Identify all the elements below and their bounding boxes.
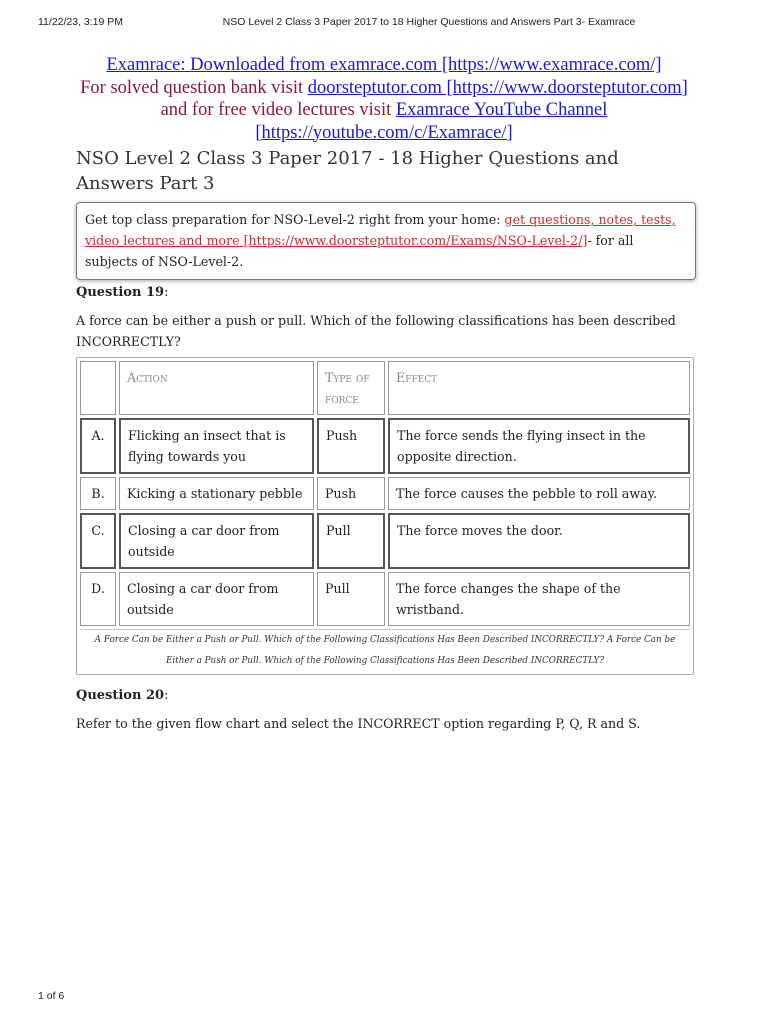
row-letter: B. [80,477,116,510]
row-effect: The force moves the door. [388,513,690,569]
banner-line2-prefix: For solved question bank visit [80,77,308,98]
page-indicator: 1 of 6 [38,990,65,1002]
table-row [80,513,690,569]
row-action: Closing a car door from outside [119,513,314,569]
promo-suffix: - for all subjects of NSO-Level-2. [85,233,634,269]
doorsteptutor-link[interactable]: doorsteptutor.com [https://www.doorsteptutor.com] [307,77,688,98]
header-type-of-force: Type of force [317,361,385,415]
header-action: Action [119,361,314,415]
header-effect: Effect [388,361,690,415]
banner-line3-prefix: and for free video lectures visit [160,100,396,120]
print-doc-title: NSO Level 2 Class 3 Paper 2017 to 18 Higher Questions and Answers Part 3- Examrace [222,16,636,28]
question-20-colon: : [164,688,169,703]
question-20-text: Refer to the given flow chart and select the INCORRECT option regarding P, Q, R and S. [76,716,641,731]
row-type: Push [317,477,385,510]
promo-prefix: Get top class preparation for NSO-Level-2 right from your home: [85,212,505,227]
question-20-label-text: Question 20 [76,688,165,703]
row-letter: A. [80,418,116,474]
row-effect: The force sends the flying insect in the opposite direction. [388,418,690,474]
table-row [80,418,690,474]
row-type: Push [317,418,385,474]
row-letter: D. [80,572,116,626]
question-19-label-text: Question 19 [76,285,165,300]
row-type: Pull [317,513,385,569]
table-row [80,572,690,626]
promo-link[interactable]: get questions, notes, tests, video lectures and more [https://www.doorsteptutor.com/Exams/NSO-Level-2/] [85,212,676,248]
row-letter: C. [80,513,116,569]
question-19-text: A force can be either a push or pull. Which of the following classifications has been described INCORRECTLY? [76,313,676,349]
table-row [80,477,690,510]
row-action: Closing a car door from outside [119,572,314,626]
examrace-download-link[interactable]: Examrace: Downloaded from examrace.com [https://www.examrace.com/] [106,55,662,75]
promo-box [76,202,696,280]
header-blank [80,361,116,415]
row-effect: The force causes the pebble to roll away. [388,477,690,510]
youtube-channel-link[interactable]: Examrace YouTube Channel [395,100,608,120]
examrace-banner [60,54,708,144]
table-caption: A Force Can be Either a Push or Pull. Which of the Following Classifications Has Been Described INCORRECTLY? A Force Can be Either a Push or Pull. Which of the Following Classifications Has Been Described INCORRECTLY? [80,629,690,674]
page-title: NSO Level 2 Class 3 Paper 2017 - 18 Higher Questions and Answers Part 3 [76,148,619,194]
print-date: 11/22/23, 3:19 PM [38,16,124,28]
row-action: Kicking a stationary pebble [119,477,314,510]
row-effect: The force changes the shape of the wristband. [388,572,690,626]
question-19-table [76,357,694,675]
question-19-label [76,285,168,300]
row-action: Flicking an insect that is flying towards you [119,418,314,474]
question-19-colon: : [164,285,169,300]
question-20-label [76,688,168,703]
youtube-url-link[interactable]: [https://youtube.com/c/Examrace/] [255,122,513,143]
row-type: Pull [317,572,385,626]
